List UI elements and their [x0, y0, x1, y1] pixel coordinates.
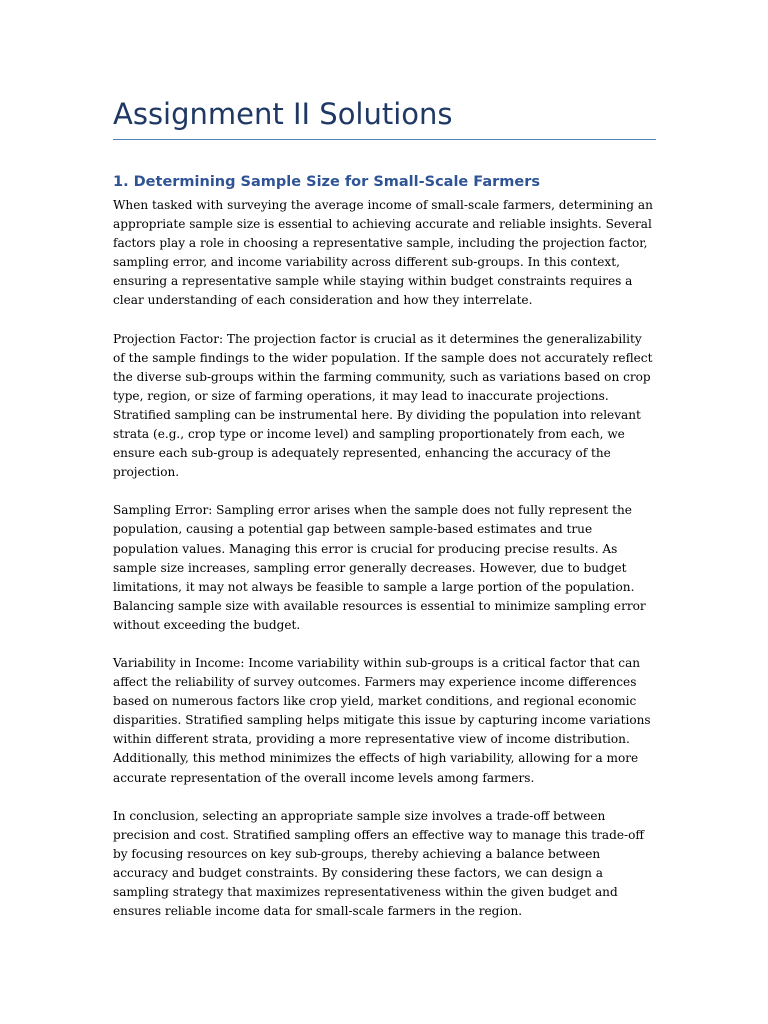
paragraph-income-variability: Variability in Income: Income variability within sub-groups is a critical factor that can affect the reliability of survey outcomes. Farmers may experience income differences based on numerous factors like crop yield, market conditions, and regional economic disparities. Stratified sampling helps mitigate this issue by capturing income variations within different strata, providing a more representative view of income distribution. Additionally, this method minimizes the effects of high variability, allowing for a more accurate representation of the overall income levels among farmers.	[113, 655, 651, 785]
section-heading: 1. Determining Sample Size for Small-Scale Farmers	[113, 174, 541, 190]
paragraph-projection-factor: Projection Factor: The projection factor is crucial as it determines the generalizability of the sample findings to the wider population. If the sample does not accurately reflect the diverse sub-groups within the farming community, such as variations based on crop type, region, or size of farming operations, it may lead to inaccurate projections. Stratified sampling can be instrumental here. By dividing the population into relevant strata (e.g., crop type or income level) and sampling proportionately from each, we ensure each sub-group is adequately represented, enhancing the accuracy of the projection.	[113, 331, 653, 480]
document-title: Assignment II Solutions	[113, 97, 453, 131]
document-body	[113, 196, 656, 921]
paragraph-sampling-error: Sampling Error: Sampling error arises when the sample does not fully represent the population, causing a potential gap between sample-based estimates and true population values. Managing this error is crucial for producing precise results. As sample size increases, sampling error generally decreases. However, due to budget limitations, it may not always be feasible to sample a large portion of the population. Balancing sample size with available resources is essential to minimize sampling error without exceeding the budget.	[113, 503, 646, 632]
paragraph-conclusion: In conclusion, selecting an appropriate sample size involves a trade-off between precision and cost. Stratified sampling offers an effective way to manage this trade-off by focusing resources on key sub-groups, thereby achieving a balance between accuracy and budget constraints. By considering these factors, we can design a sampling strategy that maximizes representativeness within the given budget and ensures reliable income data for small-scale farmers in the region.	[113, 808, 644, 919]
title-underline	[113, 139, 656, 140]
paragraph-intro: When tasked with surveying the average income of small-scale farmers, determining an appropriate sample size is essential to achieving accurate and reliable insights. Several factors play a role in choosing a representative sample, including the projection factor, sampling error, and income variability across different sub-groups. In this context, ensuring a representative sample while staying within budget constraints requires a clear understanding of each consideration and how they interrelate.	[113, 198, 653, 308]
